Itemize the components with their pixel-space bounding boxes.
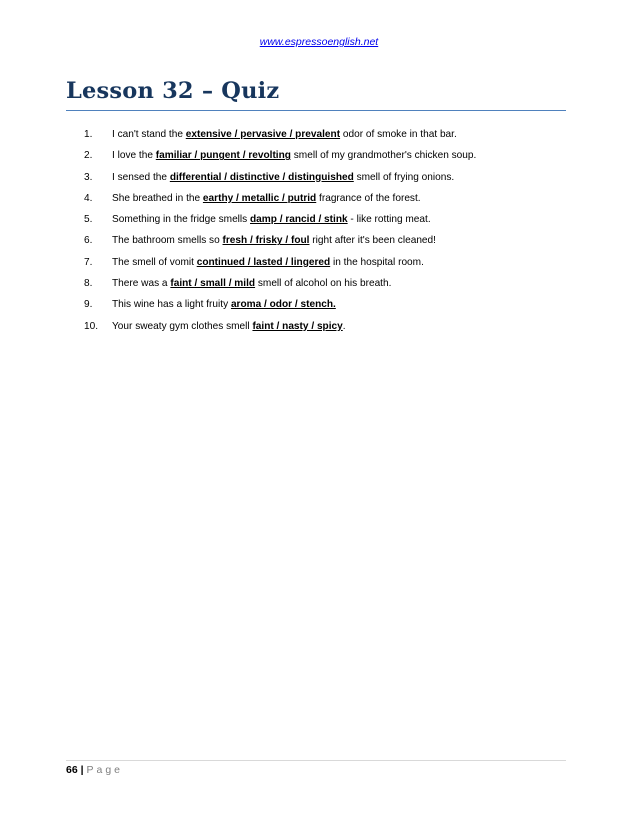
answer-options: continued / lasted / lingered	[196, 256, 331, 268]
title-underline	[66, 110, 566, 111]
question-number: 3.	[84, 171, 93, 183]
question-text: The bathroom smells so fresh / frisky / foul right after it's been cleaned!	[112, 235, 436, 247]
question-number: 9.	[84, 299, 93, 311]
question-number: 6.	[84, 235, 93, 247]
question-number: 7.	[84, 256, 93, 268]
quiz-item	[84, 171, 564, 192]
quiz-item	[84, 256, 564, 277]
question-text: I love the familiar / pungent / revolting smell of my grandmother's chicken soup.	[112, 150, 477, 162]
quiz-item	[84, 149, 564, 170]
quiz-item	[84, 320, 564, 341]
quiz-item	[84, 213, 564, 234]
question-number: 5.	[84, 214, 93, 226]
answer-options: aroma / odor / stench.	[230, 299, 336, 311]
question-number: 4.	[84, 192, 93, 204]
question-text: Your sweaty gym clothes smell faint / nasty / spicy.	[112, 320, 346, 332]
answer-options: differential / distinctive / distinguished	[169, 171, 354, 183]
question-text: I can't stand the extensive / pervasive / prevalent odor of smoke in that bar.	[112, 129, 457, 140]
quiz-item	[84, 298, 564, 319]
site-link[interactable]: www.espressoenglish.net	[259, 36, 379, 48]
answer-options: familiar / pungent / revolting	[155, 150, 291, 162]
question-text: There was a faint / small / mild smell of alcohol on his breath.	[112, 278, 392, 290]
answer-options: faint / nasty / spicy	[252, 320, 343, 332]
answer-options: extensive / pervasive / prevalent	[185, 129, 341, 140]
footer-separator: |	[80, 764, 84, 776]
page-label: Page	[86, 764, 124, 776]
question-number: 2.	[84, 150, 93, 162]
answer-options: earthy / metallic / putrid	[202, 192, 317, 204]
footer-divider	[66, 760, 566, 761]
page-title: Lesson 32 – Quiz	[66, 78, 280, 104]
quiz-item	[84, 234, 564, 255]
question-number: 1.	[84, 129, 93, 140]
quiz-item	[84, 128, 564, 149]
answer-options: fresh / frisky / foul	[222, 235, 310, 247]
quiz-item	[84, 277, 564, 298]
question-text: The smell of vomit continued / lasted / lingered in the hospital room.	[112, 256, 424, 268]
quiz-list	[84, 128, 564, 341]
page-footer	[66, 764, 123, 776]
question-number: 10.	[84, 320, 99, 332]
quiz-item	[84, 192, 564, 213]
answer-options: faint / small / mild	[170, 278, 256, 290]
question-text: Something in the fridge smells damp / rancid / stink - like rotting meat.	[112, 214, 431, 226]
question-text: I sensed the differential / distinctive / distinguished smell of frying onions.	[112, 171, 455, 183]
question-text: This wine has a light fruity aroma / odor / stench.	[112, 299, 336, 311]
question-text: She breathed in the earthy / metallic / putrid fragrance of the forest.	[112, 192, 421, 204]
question-number: 8.	[84, 278, 93, 290]
answer-options: damp / rancid / stink	[250, 214, 348, 226]
page-number: 66	[66, 764, 78, 776]
